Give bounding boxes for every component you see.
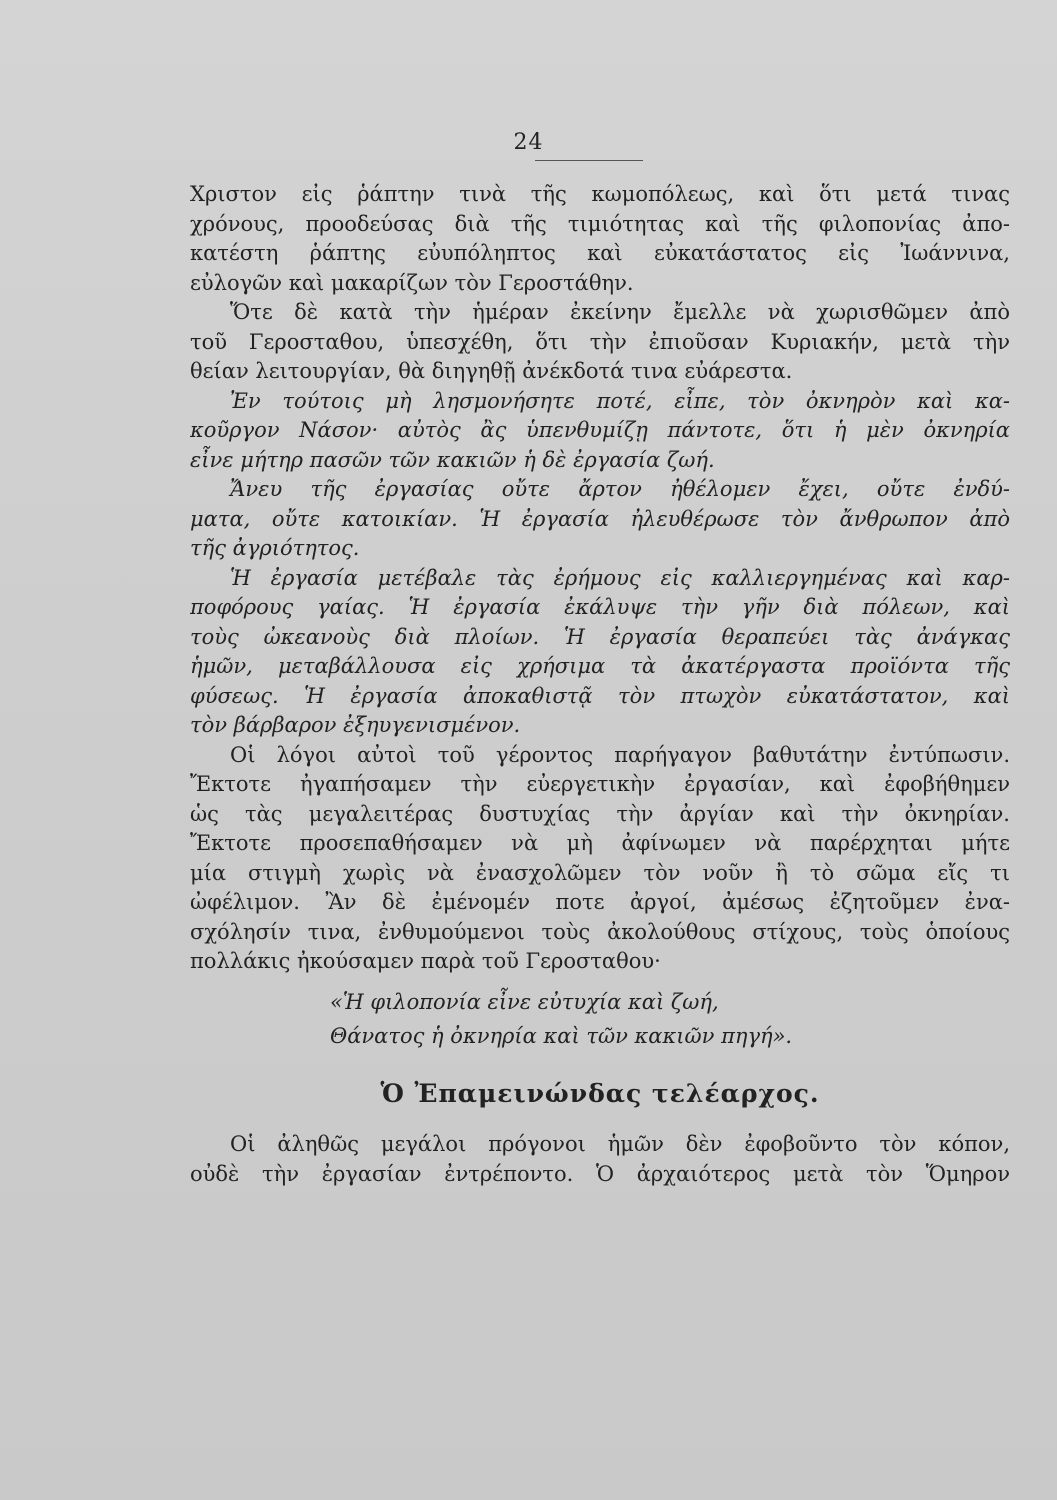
text-line: ποφόρους γαίας. Ἡ ἐργασία ἐκάλυψε τὴν γῆν διὰ πόλεων, καὶ [190, 595, 1010, 619]
text-line: οὐδὲ τὴν ἐργασίαν ἐντρέποντο. Ὁ ἀρχαιότερος μετὰ τὸν Ὅμηρον [190, 1161, 1010, 1186]
text-line: θείαν λειτουργίαν, θὰ διηγηθῇ ἀνέκδοτά τινα εὐάρεστα. [190, 359, 793, 383]
text-line: ὡς τὰς μεγαλειτέρας δυστυχίας τὴν ἀργίαν καὶ τὴν ὀκνηρίαν. [190, 801, 1010, 826]
text-line: σχόλησίν τινα, ἐνθυμούμενοι τοὺς ἀκολούθους στίχους, τοὺς ὁποίους [190, 919, 1010, 944]
text-line: Ἔκτοτε ἠγαπήσαμεν τὴν εὐεργετικὴν ἐργασίαν, καὶ ἐφοβήθημεν [190, 772, 1010, 796]
text-line: Ὅτε δὲ κατὰ τὴν ἡμέραν ἐκείνην ἔμελλε νὰ χωρισθῶμεν ἀπὸ [230, 300, 1010, 324]
text-line: Ἐν τούτοις μὴ λησμονήσητε ποτέ, εἶπε, τὸν ὀκνηρὸν καὶ κα- [230, 388, 1010, 413]
paragraph-list [190, 180, 1010, 977]
poem-line: Θάνατος ἡ ὀκνηρία καὶ τῶν κακιῶν πηγή». [330, 1023, 793, 1048]
poem-quote [190, 985, 1010, 1053]
text-line: πολλάκις ἠκούσαμεν παρὰ τοῦ Γεροσταθου· [190, 949, 661, 973]
text-line: μία στιγμὴ χωρὶς νὰ ἐνασχολῶμεν τὸν νοῦν ἢ τὸ σῶμα εἴς τι [190, 860, 1010, 885]
poem-line: «Ἡ φιλοπονία εἶνε εὐτυχία καὶ ζωή, [330, 989, 719, 1014]
text-line: τοὺς ὠκεανοὺς διὰ πλοίων. Ἡ ἐργασία θεραπεύει τὰς ἀνάγκας [190, 624, 1010, 649]
text-line: Οἱ λόγοι αὐτοὶ τοῦ γέροντος παρήγαγον βαθυτάτην ἐντύπωσιν. [230, 742, 1010, 767]
header-rule [535, 160, 643, 161]
paragraph [190, 298, 1010, 387]
text-line: Οἱ ἀληθῶς μεγάλοι πρόγονοι ἡμῶν δὲν ἐφοβοῦντο τὸν κόπον, [230, 1132, 1010, 1156]
text-line: κατέστη ῥάπτης εὐυπόληπτος καὶ εὐκατάστατος εἰς Ἰωάννινα, [190, 241, 1010, 265]
text-line: τὸν βάρβαρον ἐξηυγενισμένον. [190, 713, 521, 737]
text-line: Χριστον εἰς ῥάπτην τινὰ τῆς κωμοπόλεως, καὶ ὅτι μετά τινας [190, 182, 1010, 206]
text-line: φύσεως. Ἡ ἐργασία ἀποκαθιστᾷ τὸν πτωχὸν εὐκατάστατον, καὶ [190, 683, 1010, 708]
text-line: εὐλογῶν καὶ μακαρίζων τὸν Γεροστάθην. [190, 270, 634, 295]
text-line: Ἄνευ τῆς ἐργασίας οὔτε ἄρτον ἠθέλομεν ἔχει, οὔτε ἐνδύ- [230, 477, 1010, 501]
page-number: 24 [513, 130, 544, 155]
text-line: χρόνους, προοδεύσας διὰ τῆς τιμιότητας καὶ τῆς φιλοπονίας ἀπο- [190, 211, 1010, 236]
paragraph [190, 741, 1010, 977]
final-paragraph [190, 1130, 1010, 1189]
text-line: εἶνε μήτηρ πασῶν τῶν κακιῶν ἡ δὲ ἐργασία ζωή. [190, 447, 715, 472]
paragraph [190, 475, 1010, 564]
text-line: ἡμῶν, μεταβάλλουσα εἰς χρήσιμα τὰ ἀκατέργαστα προϊόντα τῆς [190, 654, 1010, 678]
text-line: Ἡ ἐργασία μετέβαλε τὰς ἐρήμους εἰς καλλιεργημένας καὶ καρ- [230, 565, 1010, 590]
paragraph [190, 180, 1010, 298]
text-line: ὠφέλιμον. Ἂν δὲ ἐμένομέν ποτε ἀργοί, ἀμέσως ἐζητοῦμεν ἐνα- [190, 890, 1010, 914]
body-text [190, 180, 1010, 1189]
text-line: τῆς ἀγριότητος. [190, 536, 360, 560]
paragraph [190, 387, 1010, 476]
section-title: Ὁ Ἐπαμεινώνδας τελέαρχος. [380, 1078, 820, 1108]
text-line: Ἔκτοτε προσεπαθήσαμεν νὰ μὴ ἀφίνωμεν νὰ παρέρχηται μήτε [190, 831, 1010, 855]
text-line: ματα, οὔτε κατοικίαν. Ἡ ἐργασία ἠλευθέρωσε τὸν ἄνθρωπον ἀπὸ [190, 506, 1010, 531]
text-line: κοῦργον Νάσον· αὐτὸς ἂς ὑπενθυμίζῃ πάντοτε, ὅτι ἡ μὲν ὀκνηρία [190, 418, 1010, 442]
paragraph [190, 564, 1010, 741]
text-line: τοῦ Γεροσταθου, ὑπεσχέθη, ὅτι τὴν ἐπιοῦσαν Κυριακήν, μετὰ τὴν [190, 329, 1010, 354]
